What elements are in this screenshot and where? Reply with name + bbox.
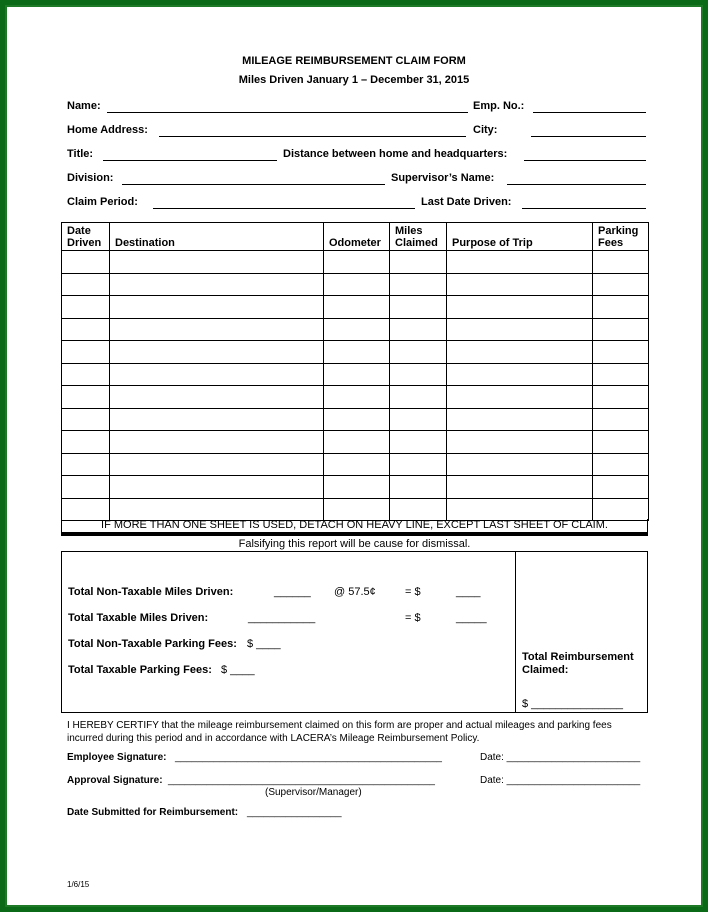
taxable-miles-field[interactable]: ___________ (248, 612, 316, 624)
name-field[interactable] (107, 112, 468, 113)
mileage-rate: @ 57.5¢ (334, 586, 376, 598)
cell-date-driven[interactable] (62, 318, 110, 341)
form-page (7, 7, 701, 905)
cell-purpose-of-trip[interactable] (447, 408, 593, 431)
cell-destination[interactable] (110, 476, 324, 499)
total-reimbursement-label-1: Total Reimbursement (522, 651, 634, 663)
table-row (62, 341, 649, 364)
col-header-miles-claimed: Miles Claimed (390, 223, 447, 251)
cell-miles-claimed[interactable] (390, 476, 447, 499)
cell-odometer[interactable] (324, 341, 390, 364)
approval-signature-field[interactable]: ________________________________________________ (168, 775, 435, 786)
table-row (62, 498, 649, 521)
cell-odometer[interactable] (324, 318, 390, 341)
detach-note: IF MORE THAN ONE SHEET IS USED, DETACH ON HEAVY LINE, EXCEPT LAST SHEET OF CLAIM. (61, 519, 648, 533)
city-label: City: (473, 124, 498, 136)
cell-destination[interactable] (110, 453, 324, 476)
cell-purpose-of-trip[interactable] (447, 251, 593, 274)
cell-destination[interactable] (110, 431, 324, 454)
total-reimbursement-label-2: Claimed: (522, 664, 569, 676)
certification-line-2: incurred during this period and in accordance with LACERA’s Mileage Reimbursement Policy. (67, 733, 480, 744)
cell-parking-fees[interactable] (593, 453, 649, 476)
emp-no-field[interactable] (533, 112, 646, 113)
cell-destination[interactable] (110, 386, 324, 409)
cell-destination[interactable] (110, 363, 324, 386)
employee-signature-label: Employee Signature: (67, 752, 167, 763)
cell-parking-fees[interactable] (593, 408, 649, 431)
table-row (62, 431, 649, 454)
cell-miles-claimed[interactable] (390, 273, 447, 296)
division-field[interactable] (122, 184, 385, 185)
cell-purpose-of-trip[interactable] (447, 318, 593, 341)
cell-purpose-of-trip[interactable] (447, 476, 593, 499)
taxable-miles-label: Total Taxable Miles Driven: (68, 612, 209, 624)
cell-miles-claimed[interactable] (390, 318, 447, 341)
cell-purpose-of-trip[interactable] (447, 363, 593, 386)
employee-signature-field[interactable]: ________________________________________________ (175, 752, 442, 763)
distance-label: Distance between home and headquarters: (283, 148, 508, 160)
employee-date-field[interactable]: Date: ________________________ (480, 752, 641, 763)
cell-destination[interactable] (110, 296, 324, 319)
supervisor-manager-note: (Supervisor/Manager) (265, 787, 362, 798)
revision-date: 1/6/15 (67, 880, 90, 889)
distance-field[interactable] (524, 160, 646, 161)
claim-period-field[interactable] (153, 208, 415, 209)
cell-parking-fees[interactable] (593, 363, 649, 386)
city-field[interactable] (531, 136, 646, 137)
cell-odometer[interactable] (324, 251, 390, 274)
cell-destination[interactable] (110, 408, 324, 431)
table-row (62, 386, 649, 409)
cell-odometer[interactable] (324, 386, 390, 409)
home-address-label: Home Address: (67, 124, 148, 136)
table-row (62, 476, 649, 499)
cell-purpose-of-trip[interactable] (447, 341, 593, 364)
cell-miles-claimed[interactable] (390, 408, 447, 431)
non-taxable-miles-label: Total Non-Taxable Miles Driven: (68, 586, 234, 598)
non-taxable-parking-field[interactable]: $ ____ (247, 638, 281, 650)
cell-parking-fees[interactable] (593, 296, 649, 319)
cell-date-driven[interactable] (62, 431, 110, 454)
date-submitted-label: Date Submitted for Reimbursement: (67, 807, 239, 818)
totals-divider (515, 552, 516, 712)
cell-destination[interactable] (110, 498, 324, 521)
non-taxable-parking-label: Total Non-Taxable Parking Fees: (68, 638, 237, 650)
title-field[interactable] (103, 160, 277, 161)
cell-destination[interactable] (110, 273, 324, 296)
cell-destination[interactable] (110, 341, 324, 364)
cell-date-driven[interactable] (62, 498, 110, 521)
cell-odometer[interactable] (324, 476, 390, 499)
certification-line-1: I HEREBY CERTIFY that the mileage reimbursement claimed on this form are proper and actual mileages and parking fees (67, 720, 612, 731)
cell-parking-fees[interactable] (593, 476, 649, 499)
cell-date-driven[interactable] (62, 296, 110, 319)
cell-date-driven[interactable] (62, 453, 110, 476)
cell-miles-claimed[interactable] (390, 431, 447, 454)
non-taxable-miles-field[interactable]: ______ (274, 586, 311, 598)
cell-odometer[interactable] (324, 498, 390, 521)
cell-parking-fees[interactable] (593, 251, 649, 274)
cell-date-driven[interactable] (62, 476, 110, 499)
cell-parking-fees[interactable] (593, 431, 649, 454)
equals-sign-2: = $ (405, 612, 421, 624)
total-reimbursement-field[interactable]: $ _______________ (522, 698, 623, 710)
cell-miles-claimed[interactable] (390, 453, 447, 476)
cell-miles-claimed[interactable] (390, 341, 447, 364)
cell-date-driven[interactable] (62, 341, 110, 364)
totals-section (61, 551, 648, 713)
col-header-destination: Destination (110, 223, 324, 251)
table-row (62, 273, 649, 296)
cell-parking-fees[interactable] (593, 273, 649, 296)
last-date-driven-field[interactable] (522, 208, 646, 209)
cell-destination[interactable] (110, 318, 324, 341)
cell-miles-claimed[interactable] (390, 296, 447, 319)
cell-odometer[interactable] (324, 296, 390, 319)
table-header-row (62, 223, 649, 251)
title-label: Title: (67, 148, 94, 160)
division-label: Division: (67, 172, 114, 184)
cell-miles-claimed[interactable] (390, 251, 447, 274)
table-row (62, 363, 649, 386)
cell-date-driven[interactable] (62, 251, 110, 274)
mileage-log-table (61, 222, 649, 521)
taxable-parking-field[interactable]: $ ____ (221, 664, 255, 676)
col-header-date-driven: Date Driven (62, 223, 110, 251)
table-row (62, 251, 649, 274)
cell-odometer[interactable] (324, 453, 390, 476)
cell-purpose-of-trip[interactable] (447, 453, 593, 476)
approval-signature-label: Approval Signature: (67, 775, 163, 786)
date-submitted-field[interactable]: _________________ (247, 807, 342, 818)
cell-parking-fees[interactable] (593, 318, 649, 341)
non-taxable-miles-result[interactable]: ____ (456, 586, 481, 598)
cell-date-driven[interactable] (62, 273, 110, 296)
cell-odometer[interactable] (324, 431, 390, 454)
cell-odometer[interactable] (324, 363, 390, 386)
taxable-miles-result[interactable]: _____ (456, 612, 487, 624)
cell-odometer[interactable] (324, 273, 390, 296)
cell-miles-claimed[interactable] (390, 386, 447, 409)
col-header-purpose-of-trip: Purpose of Trip (447, 223, 593, 251)
cell-purpose-of-trip[interactable] (447, 296, 593, 319)
table-row (62, 408, 649, 431)
cell-parking-fees[interactable] (593, 386, 649, 409)
table-row (62, 318, 649, 341)
cell-parking-fees[interactable] (593, 498, 649, 521)
approval-date-field[interactable]: Date: ________________________ (480, 775, 641, 786)
form-subtitle: Miles Driven January 1 – December 31, 2015 (238, 74, 470, 86)
supervisor-name-field[interactable] (507, 184, 646, 185)
equals-sign-1: = $ (405, 586, 421, 598)
claim-period-label: Claim Period: (67, 196, 138, 208)
cell-odometer[interactable] (324, 408, 390, 431)
cell-date-driven[interactable] (62, 363, 110, 386)
falsification-warning: Falsifying this report will be cause for dismissal. (238, 538, 471, 550)
cell-date-driven[interactable] (62, 408, 110, 431)
cell-miles-claimed[interactable] (390, 363, 447, 386)
form-title: MILEAGE REIMBURSEMENT CLAIM FORM (242, 55, 466, 67)
cell-purpose-of-trip[interactable] (447, 431, 593, 454)
table-row (62, 453, 649, 476)
emp-no-label: Emp. No.: (473, 100, 525, 112)
name-label: Name: (67, 100, 101, 112)
supervisor-name-label: Supervisor’s Name: (391, 172, 495, 184)
taxable-parking-label: Total Taxable Parking Fees: (68, 664, 212, 676)
cell-miles-claimed[interactable] (390, 498, 447, 521)
cell-purpose-of-trip[interactable] (447, 386, 593, 409)
col-header-odometer: Odometer (324, 223, 390, 251)
cell-purpose-of-trip[interactable] (447, 498, 593, 521)
col-header-parking-fees: Parking Fees (593, 223, 649, 251)
home-address-field[interactable] (159, 136, 466, 137)
last-date-driven-label: Last Date Driven: (421, 196, 512, 208)
cell-purpose-of-trip[interactable] (447, 273, 593, 296)
cell-destination[interactable] (110, 251, 324, 274)
table-row (62, 296, 649, 319)
cell-parking-fees[interactable] (593, 341, 649, 364)
cell-date-driven[interactable] (62, 386, 110, 409)
